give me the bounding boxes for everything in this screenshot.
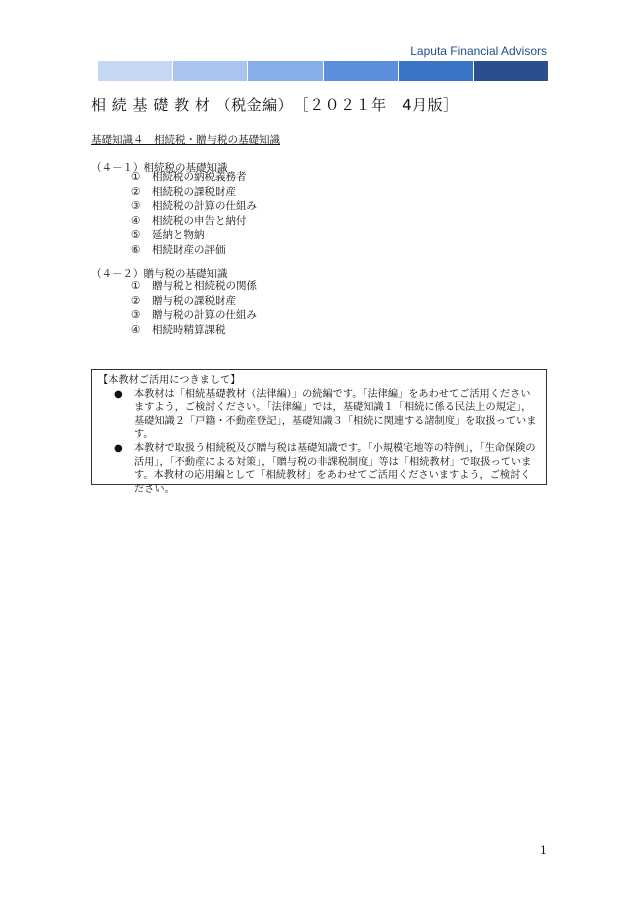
item-number: ① [131,171,141,183]
item-text: 相続税の課税財産 [152,185,236,198]
notice-item [100,388,538,442]
notice-list [100,388,538,497]
item-text: 相続税の納税義務者 [152,171,247,183]
item-number: ② [131,185,141,198]
group-items-4-2 [131,279,257,337]
color-bar-segment-4 [324,61,398,81]
item-number: ① [131,280,141,292]
notice-title: 【本教材ご活用につきまして】 [98,375,241,386]
color-bar-segment-3 [248,61,322,81]
item-text: 相続税の計算の仕組み [152,200,257,213]
item-text: 贈与税と相続税の関係 [152,280,257,292]
item-number: ④ [131,214,141,227]
list-item [131,279,257,294]
item-text: 相続税の申告と納付 [152,214,247,227]
list-item [131,199,257,214]
color-bar-segment-1 [98,61,172,81]
list-item [131,294,257,309]
item-text: 相続時精算課税 [152,323,226,336]
item-number: ③ [131,309,141,322]
item-text: 相続財産の評価 [152,243,226,256]
notice-box [91,369,547,495]
item-number: ⑥ [131,243,141,256]
list-item [131,228,257,243]
item-number: ⑤ [131,229,141,242]
group-title-4-2: （４－２）贈与税の基礎知識 [91,268,228,280]
item-text: 延納と物納 [152,229,205,242]
notice-text: 本教材は「相続基礎教材（法律編）」の続編です。「法律編」をあわせてご活用くださいますよう，ご検討ください。「法律編」では，基礎知識１「相続に係る民法上の規定」，基礎知識２「戸籍・不動産登記」，基礎知識３「相続に関連する諸制度」を取扱っています。 [134,388,537,441]
list-item [131,243,257,258]
notice-item [100,442,538,496]
group-items-4-1 [131,170,257,258]
notice-text: 本教材で取扱う相続税及び贈与税は基礎知識です。「小規模宅地等の特例」，「生命保険の活用」，「不動産による対策」，「贈与税の非課税制度」等は「相続教材」で取扱っています。本教材の応用編として「相続教材」をあわせてご活用くださいますよう，ご検討ください。 [134,442,536,495]
item-text: 贈与税の計算の仕組み [152,309,257,322]
item-number: ④ [131,323,141,336]
list-item [131,214,257,229]
group-title-4-1: （４－１）相続税の基礎知識 [91,162,228,174]
item-number: ② [131,294,141,307]
section-title: 基礎知識４ 相続税・贈与税の基礎知識 [91,134,280,146]
color-bar-segment-5 [399,61,473,81]
list-item [131,308,257,323]
page-number: 1 [540,844,547,857]
bullet-icon: ● [114,442,123,454]
color-bar-segment-6 [474,61,548,81]
document-title: 相 続 基 礎 教 材 （税金編） ［２０２１年 4月版］ [91,96,459,114]
bullet-icon: ● [114,388,123,400]
list-item [131,185,257,200]
list-item [131,323,257,338]
item-number: ③ [131,200,141,213]
brand-name: Laputa Financial Advisors [410,44,547,58]
list-item [131,170,257,185]
header-color-bar [98,61,548,81]
color-bar-segment-2 [173,61,247,81]
item-text: 贈与税の課税財産 [152,294,236,307]
